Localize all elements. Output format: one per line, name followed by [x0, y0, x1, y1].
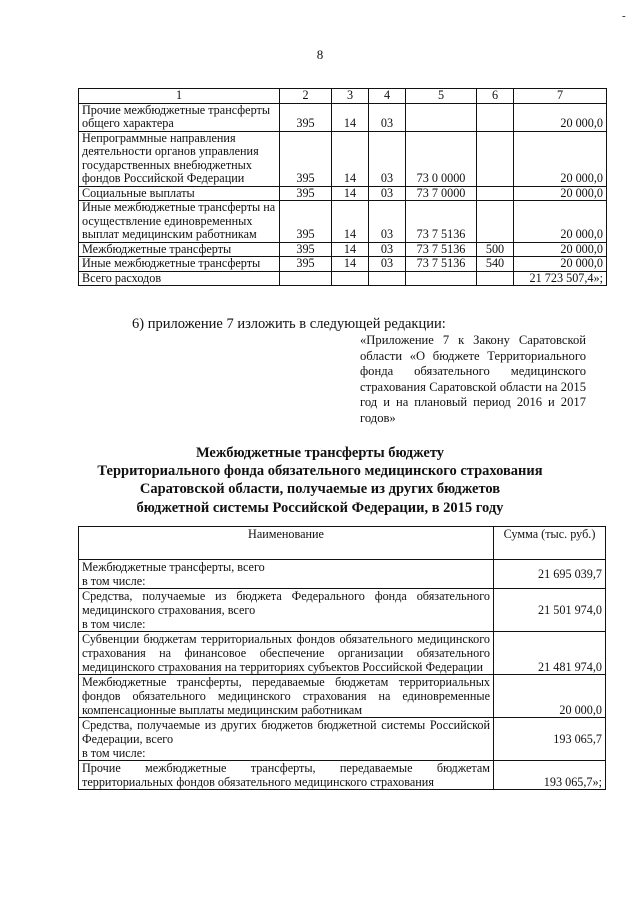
table-row	[79, 242, 607, 257]
row-sum-value: 21 501 974,0	[538, 603, 602, 617]
row-name-cell	[79, 632, 494, 675]
row-value-cell: 73 7 5136	[406, 242, 477, 257]
row-name-text: Субвенции бюджетам территориальных фондов обязательного медицинского страхования на финансовое обеспечение организации обязательного медицинского страхования на территориях субъектов Российской Федерации	[82, 632, 490, 674]
row-value-cell: 20 000,0	[514, 131, 607, 186]
row-sum-cell	[494, 589, 606, 632]
col-header-6: 6	[477, 89, 514, 104]
row-name-text: Межбюджетные трансферты, передаваемые бюджетам территориальных фондов обязательного медицинского страхования на единовременные компенсационные выплаты медицинским работникам	[82, 675, 490, 717]
item-6-text: 6) приложение 7 изложить в следующей редакции:	[132, 316, 446, 332]
row-value-cell	[477, 271, 514, 286]
row-value-cell: 395	[280, 186, 332, 201]
table-row	[79, 632, 606, 675]
transfers-table	[78, 526, 606, 790]
row-value-cell	[406, 271, 477, 286]
row-value-cell	[369, 271, 406, 286]
expenditure-table	[78, 88, 607, 286]
row-name-cell	[79, 718, 494, 761]
row-value-cell: 540	[477, 257, 514, 272]
row-sum-cell	[494, 761, 606, 790]
row-value-cell: 03	[369, 186, 406, 201]
row-value-cell: 03	[369, 103, 406, 131]
row-name-cell: Иные межбюджетные трансферты на осуществление единовременных выплат медицинским работникам	[79, 201, 280, 243]
title-line: Межбюджетные трансферты бюджету	[195, 445, 445, 461]
row-name-text: Средства, получаемые из других бюджетов бюджетной системы Российской Федерации, всего	[82, 718, 490, 746]
row-name-cell: Социальные выплаты	[79, 186, 280, 201]
row-value-cell: 395	[280, 201, 332, 243]
table-row	[79, 718, 606, 761]
section-title	[60, 444, 580, 517]
col-header-1: 1	[79, 89, 280, 104]
row-name-cell: Прочие межбюджетные трансферты общего характера	[79, 103, 280, 131]
row-value-cell: 21 723 507,4»;	[514, 271, 607, 286]
row-value-cell: 14	[332, 242, 369, 257]
col-header-2: 2	[280, 89, 332, 104]
annex-note: «Приложение 7 к Закону Саратовской области «О бюджете Территориального фонда обязательного медицинского страхования Саратовской области на 2015 год и на плановый период 2016 и 2017 годов»	[360, 333, 586, 425]
row-value-cell	[406, 103, 477, 131]
row-name-text: Средства, получаемые из бюджета Федерального фонда обязательного медицинского страхования, всего	[82, 589, 490, 617]
row-subnote: в том числе:	[82, 746, 146, 760]
table-row	[79, 271, 607, 286]
row-value-cell: 20 000,0	[514, 103, 607, 131]
row-value-cell: 395	[280, 103, 332, 131]
row-sum-value: 21 695 039,7	[538, 567, 602, 581]
title-line: Саратовской области, получаемые из других бюджетов	[139, 481, 501, 498]
row-value-cell: 20 000,0	[514, 186, 607, 201]
table-row	[79, 201, 607, 243]
row-name-cell: Иные межбюджетные трансферты	[79, 257, 280, 272]
row-value-cell	[280, 271, 332, 286]
row-value-cell: 03	[369, 131, 406, 186]
row-sum-cell	[494, 632, 606, 675]
row-value-cell	[477, 131, 514, 186]
row-value-cell	[477, 186, 514, 201]
row-value-cell: 20 000,0	[514, 242, 607, 257]
row-value-cell: 73 0 0000	[406, 131, 477, 186]
row-name-cell: Всего расходов	[79, 271, 280, 286]
row-sum-value: 20 000,0	[559, 703, 602, 717]
page-number: 8	[316, 47, 324, 62]
row-value-cell: 500	[477, 242, 514, 257]
row-subnote: в том числе:	[82, 574, 146, 588]
row-value-cell: 14	[332, 103, 369, 131]
title-line: Территориального фонда обязательного медицинского страхования	[97, 463, 543, 480]
table-row	[79, 589, 606, 632]
row-value-cell: 03	[369, 242, 406, 257]
row-name-text: Прочие межбюджетные трансферты, передаваемые бюджетам территориальных фондов обязательного медицинского страхования	[82, 761, 490, 789]
header-name: Наименование	[79, 527, 494, 560]
col-header-3: 3	[332, 89, 369, 104]
row-value-cell: 03	[369, 201, 406, 243]
row-name-cell: Межбюджетные трансферты	[79, 242, 280, 257]
row-value-cell	[477, 201, 514, 243]
row-value-cell: 395	[280, 131, 332, 186]
row-name-cell: Непрограммные направления деятельности органов управления государственных внебюджетных фондов Российской Федерации	[79, 131, 280, 186]
row-sum-cell	[494, 560, 606, 589]
row-name-cell	[79, 675, 494, 718]
title-line: бюджетной системы Российской Федерации, в 2015 году	[136, 499, 504, 516]
table-row	[79, 560, 606, 589]
row-value-cell: 14	[332, 257, 369, 272]
col-header-5: 5	[406, 89, 477, 104]
row-value-cell: 03	[369, 257, 406, 272]
row-sum-cell	[494, 718, 606, 761]
row-value-cell: 14	[332, 186, 369, 201]
row-value-cell: 14	[332, 131, 369, 186]
table-header-row	[79, 89, 607, 104]
row-value-cell: 20 000,0	[514, 257, 607, 272]
table-row	[79, 131, 607, 186]
row-sum-value: 21 481 974,0	[538, 660, 602, 674]
col-header-4: 4	[369, 89, 406, 104]
table-header-row	[79, 527, 606, 560]
row-value-cell: 395	[280, 242, 332, 257]
row-subnote: в том числе:	[82, 617, 146, 631]
table-row	[79, 103, 607, 131]
row-value-cell	[477, 103, 514, 131]
row-sum-value: 193 065,7»;	[543, 775, 602, 789]
table-row	[79, 186, 607, 201]
row-name-text: Межбюджетные трансферты, всего	[82, 560, 265, 574]
col-header-7: 7	[514, 89, 607, 104]
row-value-cell: 14	[332, 201, 369, 243]
row-name-cell	[79, 761, 494, 790]
row-value-cell: 73 7 0000	[406, 186, 477, 201]
table-row	[79, 761, 606, 790]
row-value-cell: 73 7 5136	[406, 257, 477, 272]
row-value-cell: 20 000,0	[514, 201, 607, 243]
row-value-cell: 73 7 5136	[406, 201, 477, 243]
table-row	[79, 257, 607, 272]
row-sum-cell	[494, 675, 606, 718]
table-row	[79, 675, 606, 718]
row-value-cell: 395	[280, 257, 332, 272]
corner-mark: -	[622, 10, 626, 22]
row-name-cell	[79, 560, 494, 589]
row-name-cell	[79, 589, 494, 632]
header-sum: Сумма (тыс. руб.)	[494, 527, 606, 560]
row-sum-value: 193 065,7	[553, 732, 602, 746]
row-value-cell	[332, 271, 369, 286]
